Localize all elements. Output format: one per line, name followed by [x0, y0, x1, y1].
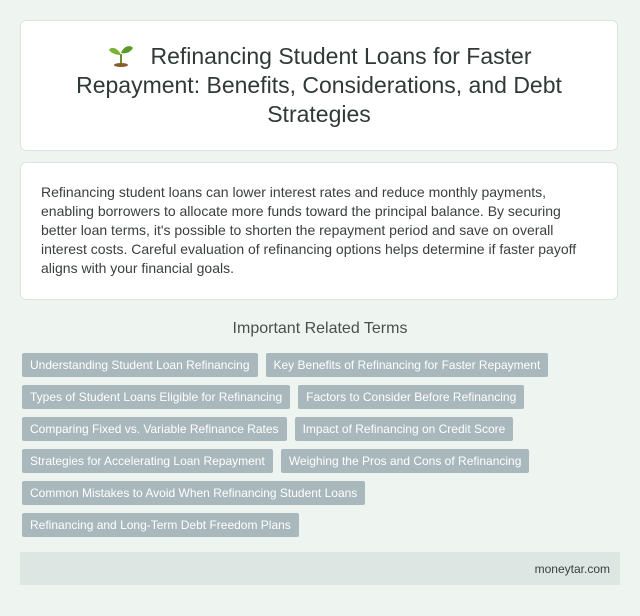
- tag-row: [22, 353, 618, 377]
- related-term-tag[interactable]: Refinancing and Long-Term Debt Freedom Plans: [22, 513, 299, 537]
- page-title-text: Refinancing Student Loans for Faster Repayment: Benefits, Considerations, and Debt Strategies: [76, 43, 562, 127]
- related-term-tag[interactable]: Understanding Student Loan Refinancing: [22, 353, 258, 377]
- sprout-icon: [106, 43, 136, 67]
- summary-text: Refinancing student loans can lower interest rates and reduce monthly payments, enabling borrowers to allocate more funds toward the principal balance. By securing better loan terms, it's possible to shorten the repayment period and save on overall interest costs. Careful evaluation of refinancing options helps determine if faster payoff aligns with your financial goals.: [41, 184, 577, 276]
- related-term-tag[interactable]: Comparing Fixed vs. Variable Refinance Rates: [22, 417, 287, 441]
- related-term-tag[interactable]: Factors to Consider Before Refinancing: [298, 385, 524, 409]
- related-term-tag[interactable]: Weighing the Pros and Cons of Refinancing: [281, 449, 530, 473]
- summary-card: [20, 162, 618, 300]
- related-term-tag[interactable]: Common Mistakes to Avoid When Refinancing Student Loans: [22, 481, 365, 505]
- tag-row: [22, 417, 618, 441]
- related-terms-list: [22, 353, 618, 545]
- tag-row: [22, 513, 618, 537]
- tag-row: [22, 481, 618, 505]
- tag-row: [22, 385, 618, 409]
- related-terms-heading: Important Related Terms: [232, 320, 408, 337]
- related-term-tag[interactable]: Key Benefits of Refinancing for Faster Repayment: [266, 353, 549, 377]
- title-card: [20, 20, 618, 151]
- tag-row: [22, 449, 618, 473]
- footer: [20, 552, 620, 585]
- page-title: [45, 42, 593, 129]
- related-term-tag[interactable]: Types of Student Loans Eligible for Refinancing: [22, 385, 290, 409]
- related-term-tag[interactable]: Strategies for Accelerating Loan Repayment: [22, 449, 273, 473]
- related-term-tag[interactable]: Impact of Refinancing on Credit Score: [295, 417, 514, 441]
- footer-site-name[interactable]: moneytar.com: [534, 561, 610, 576]
